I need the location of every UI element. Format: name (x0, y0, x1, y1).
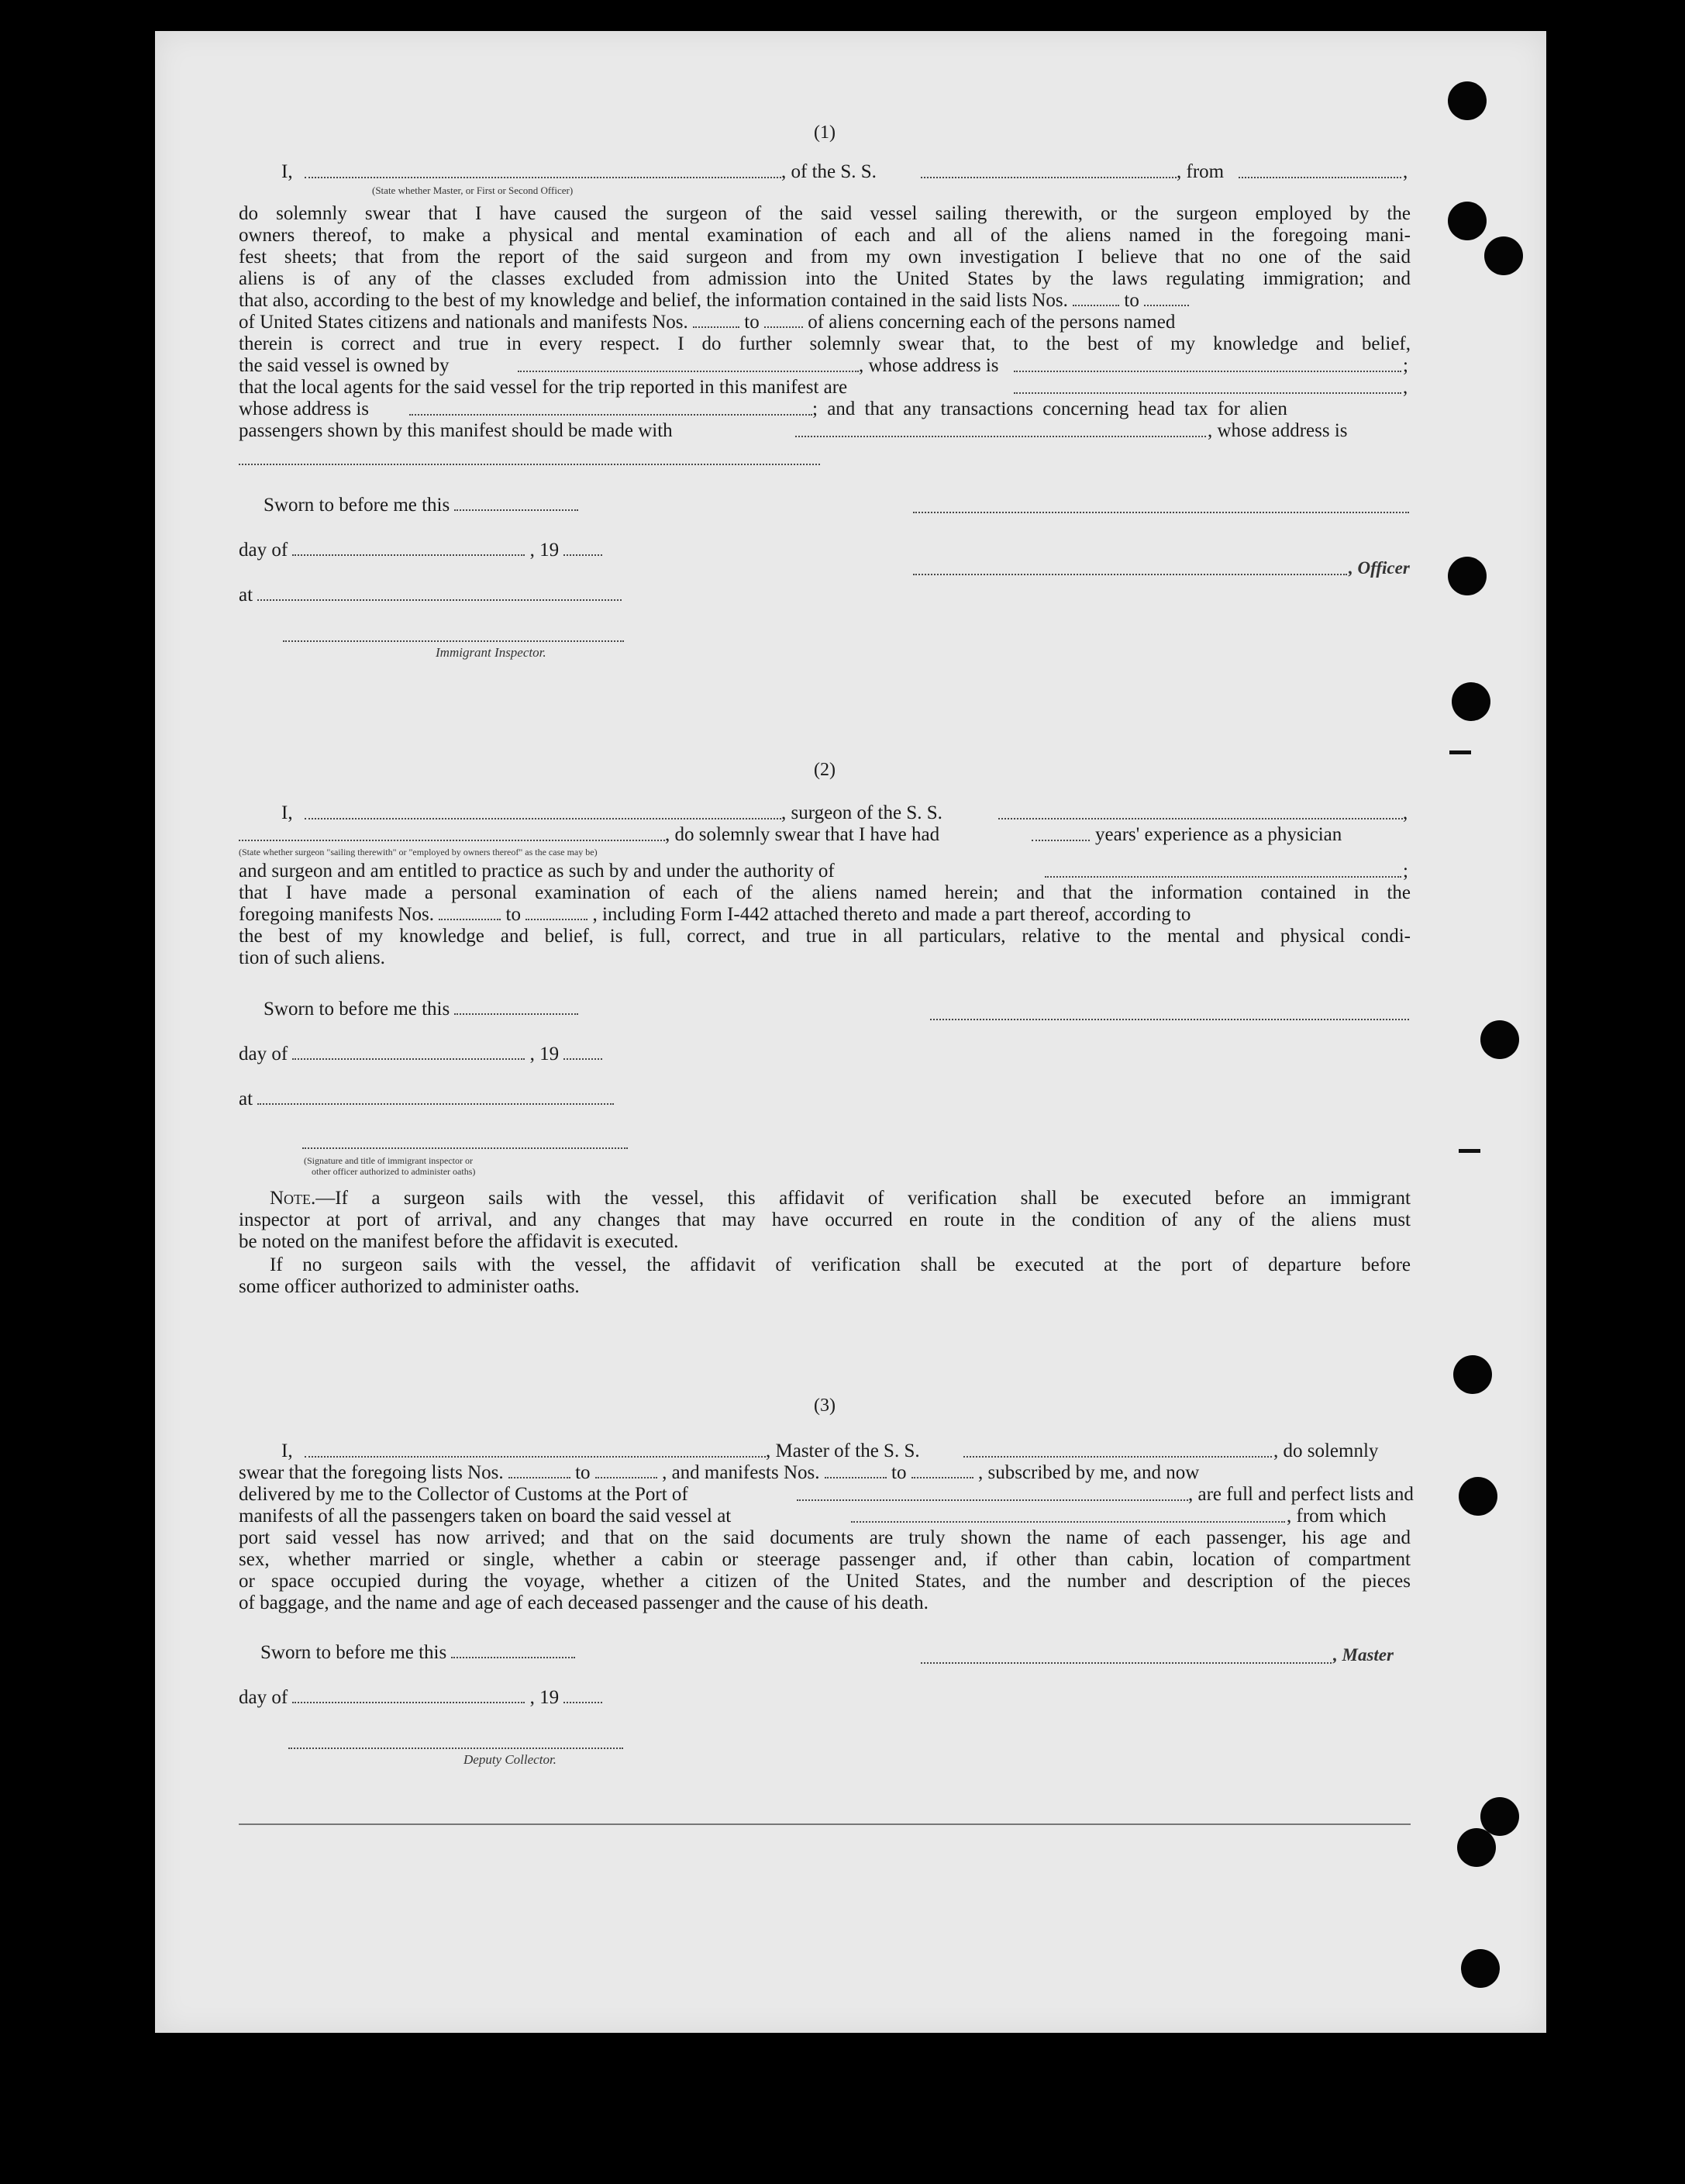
port-field[interactable] (797, 1485, 1188, 1501)
s1-at: at (239, 585, 1411, 606)
s1-sworn-date-field[interactable] (454, 495, 578, 511)
note-line-2: inspector at port of arrival, and any changes that may have occurred en route in the condition of any of the aliens must (239, 1209, 1411, 1230)
section-2-number: (2) (814, 760, 836, 780)
punch-hole (1453, 1355, 1492, 1394)
s1-year-field[interactable] (563, 540, 602, 556)
s2-line-5: foregoing manifests Nos. to , including Form I-442 attached thereto and made a part thereof, according to (239, 904, 1191, 925)
s2-day-of: day of , 19 (239, 1044, 1411, 1065)
s1-officer-line[interactable] (913, 574, 1347, 575)
s3-ship-field[interactable] (963, 1442, 1272, 1458)
punch-hole (1484, 236, 1523, 275)
s3-manifests-from-field[interactable] (825, 1463, 887, 1478)
s1-line-7: of United States citizens and nationals and manifests Nos. to of aliens concerning each of the persons named (239, 312, 1176, 333)
s3-day-of: day of , 19 (239, 1687, 1411, 1709)
rank-field[interactable] (305, 163, 781, 178)
s2-manifests-to-field[interactable] (525, 905, 588, 920)
punch-hole (1459, 1477, 1497, 1516)
agents-address-field[interactable] (409, 400, 812, 416)
s2-line-4: that I have made a personal examination of each of the aliens named herein; and that the information contained in the (239, 882, 1411, 903)
punch-hole (1480, 1020, 1519, 1059)
officer-label: , Officer (1349, 558, 1410, 578)
binder-mark (1459, 1149, 1480, 1153)
s1-line-6: that also, according to the best of my knowledge and belief, the information contained in the said lists Nos. to (239, 290, 1411, 312)
section-1-number: (1) (814, 122, 836, 143)
s3-line-5: port said vessel has now arrived; and that on the said documents are truly shown the name of each passenger, his age and (239, 1527, 1411, 1548)
s2-year-field[interactable] (563, 1044, 602, 1060)
s2-sig-hint-2: other officer authorized to administer oaths) (312, 1166, 476, 1177)
s1-month-field[interactable] (292, 540, 525, 556)
lists-to-field[interactable] (1144, 291, 1189, 306)
years-experience-field[interactable] (1032, 826, 1090, 841)
s1-rank-hint: (State whether Master, or First or Second Officer) (372, 185, 574, 196)
s2-sworn-date-field[interactable] (454, 999, 578, 1015)
s2-line-6: the best of my knowledge and belief, is full, correct, and true in all particulars, relative to the mental and physical condi- (239, 926, 1411, 947)
s1-line-2: do solemnly swear that I have caused the surgeon of the said vessel sailing therewith, or the surgeon employed by the (239, 203, 1411, 224)
punch-hole (1448, 202, 1487, 240)
ship-name-field[interactable] (921, 163, 1177, 178)
s1-line-3: owners thereof, to make a physical and mental examination of each and all of the aliens named in the foregoing mani- (239, 225, 1411, 246)
s1-line-4: fest sheets; that from the report of the said surgeon and from my own investigation I believe that no one of the said (239, 247, 1411, 267)
master-signature[interactable] (921, 1662, 1332, 1664)
s1-inspector-signature[interactable] (283, 640, 624, 642)
lists-from-field[interactable] (1073, 291, 1119, 306)
immigrant-inspector-label: Immigrant Inspector. (436, 645, 546, 660)
s3-year-field[interactable] (563, 1688, 602, 1703)
master-name-field[interactable] (305, 1442, 766, 1458)
note-line-3: be noted on the manifest before the affidavit is executed. (239, 1231, 679, 1252)
punch-hole (1448, 557, 1487, 595)
s2-inspector-signature[interactable] (302, 1147, 628, 1149)
s3-line-8: of baggage, and the name and age of each deceased passenger and the cause of his death. (239, 1592, 929, 1613)
s2-ship-field[interactable] (998, 804, 1403, 819)
master-label: , Master (1333, 1645, 1394, 1665)
s3-line-7: or space occupied during the voyage, whether a citizen of the United States, and the number and description of the pieces (239, 1571, 1411, 1592)
s3-sworn-date-field[interactable] (451, 1643, 575, 1658)
surgeon-name-field[interactable] (305, 804, 781, 819)
owner-field[interactable] (518, 357, 859, 372)
s3-sworn: Sworn to before me this (260, 1642, 1432, 1664)
section-3-number: (3) (814, 1396, 836, 1416)
punch-hole (1448, 81, 1487, 120)
s2-sworn: Sworn to before me this (264, 999, 1435, 1020)
s1-officer-signature[interactable] (913, 512, 1409, 513)
s2-at: at (239, 1089, 1411, 1110)
agents-field[interactable] (1014, 378, 1401, 394)
s3-month-field[interactable] (292, 1688, 525, 1703)
punch-hole (1461, 1949, 1500, 1988)
bottom-rule (239, 1823, 1411, 1825)
s3-line-2: swear that the foregoing lists Nos. to , and manifests Nos. to , subscribed by me, and now (239, 1462, 1200, 1483)
s3-lists-to-field[interactable] (595, 1463, 657, 1478)
head-tax-party-field[interactable] (795, 422, 1206, 437)
s1-day-of: day of , 19 (239, 540, 1411, 561)
s2-sig-hint-1: (Signature and title of immigrant inspector or (304, 1155, 473, 1166)
s2-month-field[interactable] (292, 1044, 525, 1060)
punch-hole (1452, 682, 1490, 721)
note-line-4: If no surgeon sails with the vessel, the affidavit of verification shall be executed at the port of departure before (270, 1254, 1411, 1275)
owner-address-field[interactable] (1014, 357, 1401, 372)
s2-manifests-from-field[interactable] (439, 905, 501, 920)
s2-at-field[interactable] (257, 1089, 614, 1105)
s2-line-7: tion of such aliens. (239, 947, 385, 968)
s1-at-field[interactable] (257, 585, 622, 601)
s1-line-8: therein is correct and true in every respect. I do further solemnly swear that, to the best of my knowledge and belief, (239, 333, 1411, 354)
note-line-1: Note.—If a surgeon sails with the vessel, this affidavit of verification shall be executed before an immigrant (270, 1188, 1411, 1209)
surgeon-status-field[interactable] (239, 826, 665, 841)
head-tax-address-field[interactable] (239, 464, 820, 465)
s3-line-6: sex, whether married or single, whether a cabin or steerage passenger and, if other than cabin, location of compartment (239, 1549, 1411, 1570)
s2-status-hint: (State whether surgeon "sailing therewith" or "employed by owners thereof" as the case may be) (239, 847, 598, 857)
s2-surgeon-signature[interactable] (930, 1019, 1409, 1020)
s1-sworn: Sworn to before me this (264, 495, 1435, 516)
note-line-5: some officer authorized to administer oaths. (239, 1276, 580, 1297)
deputy-collector-label: Deputy Collector. (463, 1752, 556, 1767)
s3-lists-from-field[interactable] (508, 1463, 570, 1478)
manifest-back-page: (1) I, , of the S. S. , from , (State whether Master, or First or Second Officer) do solemnly swear that I have caused the surgeon of the said vessel sailing therewith, or the surgeon employed by the owners thereof, to make a physical and mental examination of each and all of the aliens named in the foregoing mani- fest sheets; that from the report of the said surgeon and from my own investigation I believe that no one of the said aliens is of any of the classes excluded from admission into the United States by the laws regulating immigration; and that also, according to the best of my knowledge and belief, the information contained in the said lists Nos. to of United States citizens and nationals and manifests Nos. to of aliens concerning each of the persons named therein is correct and true in every respect. I do further solemnly swear that, to the best of my knowledge and belief, the said vessel is owned by , whose address is ; that the local agents for the said vessel for the trip reported in this manifest are , whose address is ; and that any transactions concerning head tax for alien passengers shown by this manifest should be made with , whose address is Sworn to before me this day of , 19 , Officer at Immigrant Inspector. (2) I, , surgeon of the S. S. , , do solemnly swear that I have had years' experience as a physician (State whether surgeon "sailing therewith" or "employed by owners thereof" as the case may be) and surgeon and am entitled to practice as such by and under the authority of ; that I have made a personal examination of each of the aliens named herein; and that the information contained in the foregoing manifests Nos. to , including Form I-442 attached thereto and made a part thereof, according to the best of my knowledge and belief, is full, correct, and true in all particulars, relative to the mental and physical condi- tion of such aliens. Sworn to before me this day of , 19 at (Signature and title of immigrant inspector or other officer authorized to administer oaths) Note.—If a surgeon sails with the vessel, this affidavit of verification shall be executed before an immigrant inspector at port of arrival, and any changes that may have occurred en route in the condition of any of the aliens must be noted on the manifest before the affidavit is executed. If no surgeon sails with the vessel, the affidavit of verification shall be executed at the port of departure before some officer authorized to administer oaths. (3) I, , Master of the S. S. , do solemnly swear that the foregoing lists Nos. to , and manifests Nos. to , subscribed by me, and now delivered by me to the Collector of Customs at the Port of , are full and perfect lists and manifests of all the passengers taken on board the said vessel at , from which port said vessel has now arrived; and that on the said documents are truly shown the name of each passenger, his age and sex, whether married or single, whether a cabin or steerage passenger and, if other than cabin, location of compartment or space occupied during the voyage, whether a citizen of the United States, and the number and description of the pieces of baggage, and the name and age of each deceased passenger and the cause of his death. Sworn to before me this , Master day of , 19 Deputy Collector. (155, 31, 1546, 2033)
manifests-from-field[interactable] (693, 312, 739, 328)
deputy-collector-signature[interactable] (288, 1748, 623, 1749)
license-authority-field[interactable] (1045, 862, 1401, 878)
binder-mark (1449, 750, 1471, 754)
from-port-field[interactable] (1239, 163, 1401, 178)
punch-hole (1457, 1828, 1496, 1867)
embark-port-field[interactable] (851, 1507, 1285, 1523)
manifests-to-field[interactable] (764, 312, 803, 328)
s1-line-5: aliens is of any of the classes excluded from admission into the United States by the laws regulating immigration; and (239, 268, 1411, 289)
s3-manifests-to-field[interactable] (911, 1463, 973, 1478)
